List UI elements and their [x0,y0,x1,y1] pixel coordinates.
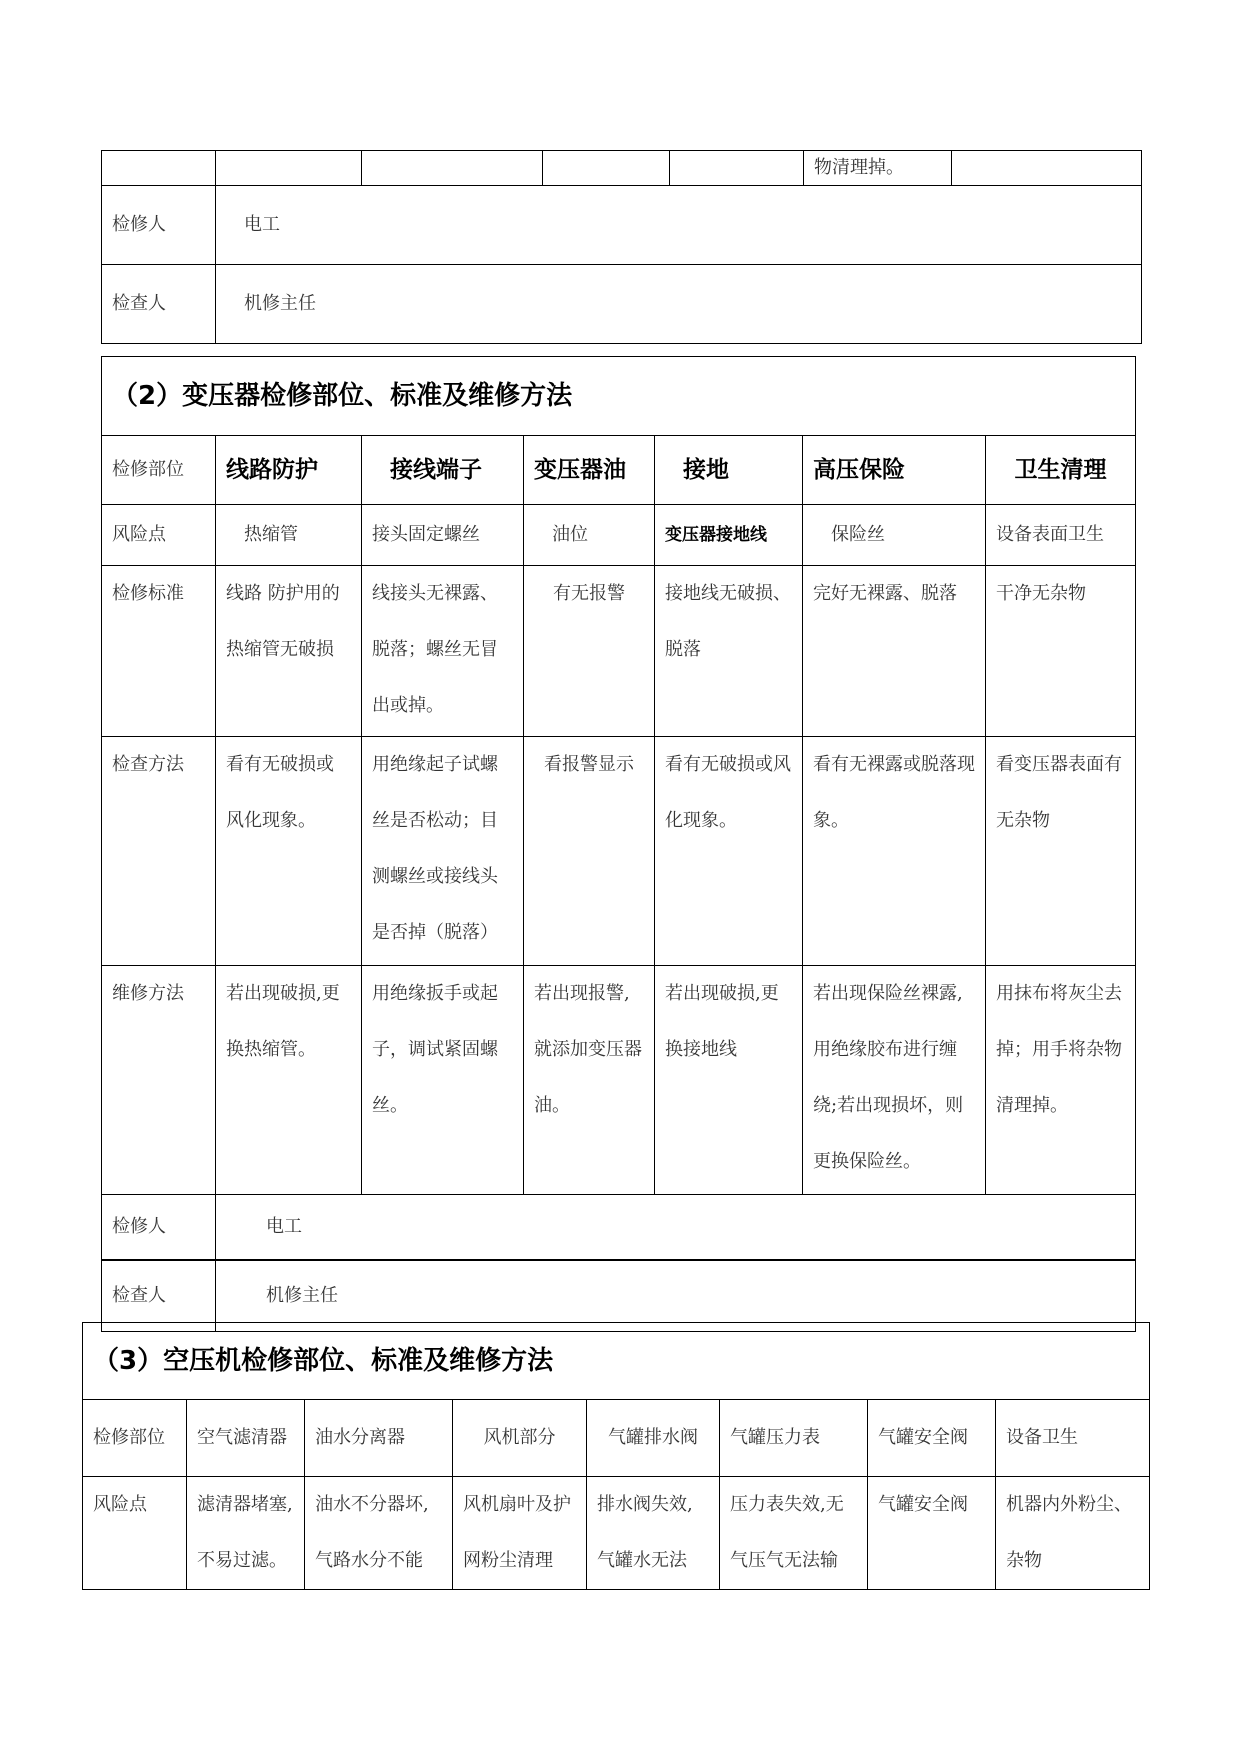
checker-row [102,1260,1136,1332]
part-cell: 气罐排水阀 [587,1400,720,1477]
table-cell [362,151,543,186]
risk-cell: 压力表失效,无气压气无法输 [720,1477,868,1590]
standard-cell: 接地线无破损、脱落 [655,566,803,737]
table-cell [102,151,216,186]
table-title-row [83,1323,1150,1400]
check-cell: 看报警显示 [524,737,655,966]
check-cell: 看变压器表面有无杂物 [986,737,1136,966]
repair-cell: 若出现保险丝裸露,用绝缘胶布进行缠绕;若出现损坏，则更换保险丝。 [803,966,986,1195]
inspector-row [102,1195,1136,1261]
risk-cell: 风机扇叶及护网粉尘清理 [453,1477,587,1590]
checker-label: 检查人 [102,1260,216,1332]
row-label: 检查方法 [102,737,216,966]
row-label: 检修部位 [102,436,216,505]
part-cell: 气罐安全阀 [868,1400,996,1477]
checker-row [102,265,1142,344]
part-row [102,436,1136,505]
checker-value: 机修主任 [216,1260,1136,1332]
part-cell: 卫生清理 [986,436,1136,505]
table-cell [543,151,670,186]
table-title-row [102,357,1136,436]
table-title: （2）变压器检修部位、标准及维修方法 [102,357,1136,436]
standard-cell: 线接头无裸露、脱落；螺丝无冒出或掉。 [362,566,524,737]
row-label: 风险点 [83,1477,187,1590]
part-cell: 设备卫生 [996,1400,1150,1477]
table-cell [670,151,804,186]
air-compressor-maintenance-table [82,1322,1150,1590]
table-cell [952,151,1142,186]
check-method-row [102,737,1136,966]
standard-cell: 有无报警 [524,566,655,737]
inspector-value: 电工 [216,1195,1136,1261]
risk-cell: 气罐安全阀 [868,1477,996,1590]
inspector-row [102,186,1142,265]
part-cell: 油水分离器 [305,1400,453,1477]
inspector-label: 检修人 [102,186,216,265]
standard-cell: 线路 防护用的热缩管无破损 [216,566,362,737]
repair-cell: 用抹布将灰尘去掉；用手将杂物清理掉。 [986,966,1136,1195]
repair-cell: 用绝缘扳手或起子，调试紧固螺丝。 [362,966,524,1195]
check-cell: 用绝缘起子试螺丝是否松动；目测螺丝或接线头是否掉（脱落） [362,737,524,966]
repair-cell: 若出现报警,就添加变压器油。 [524,966,655,1195]
standard-cell: 完好无裸露、脱落 [803,566,986,737]
part-cell: 高压保险 [803,436,986,505]
check-cell: 看有无裸露或脱落现象。 [803,737,986,966]
table-title: （3）空压机检修部位、标准及维修方法 [83,1323,1150,1400]
row-label: 检修标准 [102,566,216,737]
table-row [102,151,1142,186]
risk-cell: 机器内外粉尘、杂物 [996,1477,1150,1590]
risk-row [83,1477,1150,1590]
check-cell: 看有无破损或风化现象。 [655,737,803,966]
part-cell: 风机部分 [453,1400,587,1477]
risk-cell: 油位 [524,505,655,566]
check-cell: 看有无破损或风化现象。 [216,737,362,966]
table-cell: 物清理掉。 [804,151,952,186]
inspector-label: 检修人 [102,1195,216,1261]
risk-cell: 热缩管 [216,505,362,566]
risk-cell: 油水不分器坏,气路水分不能 [305,1477,453,1590]
inspector-value: 电工 [216,186,1142,265]
risk-cell: 接头固定螺丝 [362,505,524,566]
part-cell: 气罐压力表 [720,1400,868,1477]
part-cell: 接线端子 [362,436,524,505]
repair-cell: 若出现破损,更换热缩管。 [216,966,362,1195]
row-label: 维修方法 [102,966,216,1195]
table-previous-continuation [101,150,1142,344]
risk-row [102,505,1136,566]
table-cell [216,151,362,186]
checker-value: 机修主任 [216,265,1142,344]
part-cell: 空气滤清器 [187,1400,305,1477]
part-cell: 变压器油 [524,436,655,505]
risk-cell: 变压器接地线 [655,505,803,566]
risk-cell: 保险丝 [803,505,986,566]
repair-cell: 若出现破损,更换接地线 [655,966,803,1195]
part-row [83,1400,1150,1477]
risk-cell: 排水阀失效,气罐水无法 [587,1477,720,1590]
standard-cell: 干净无杂物 [986,566,1136,737]
checker-label: 检查人 [102,265,216,344]
risk-cell: 设备表面卫生 [986,505,1136,566]
transformer-maintenance-table [101,356,1136,1332]
repair-method-row [102,966,1136,1195]
row-label: 检修部位 [83,1400,187,1477]
part-cell: 线路防护 [216,436,362,505]
risk-cell: 滤清器堵塞,不易过滤。 [187,1477,305,1590]
part-cell: 接地 [655,436,803,505]
standard-row [102,566,1136,737]
row-label: 风险点 [102,505,216,566]
